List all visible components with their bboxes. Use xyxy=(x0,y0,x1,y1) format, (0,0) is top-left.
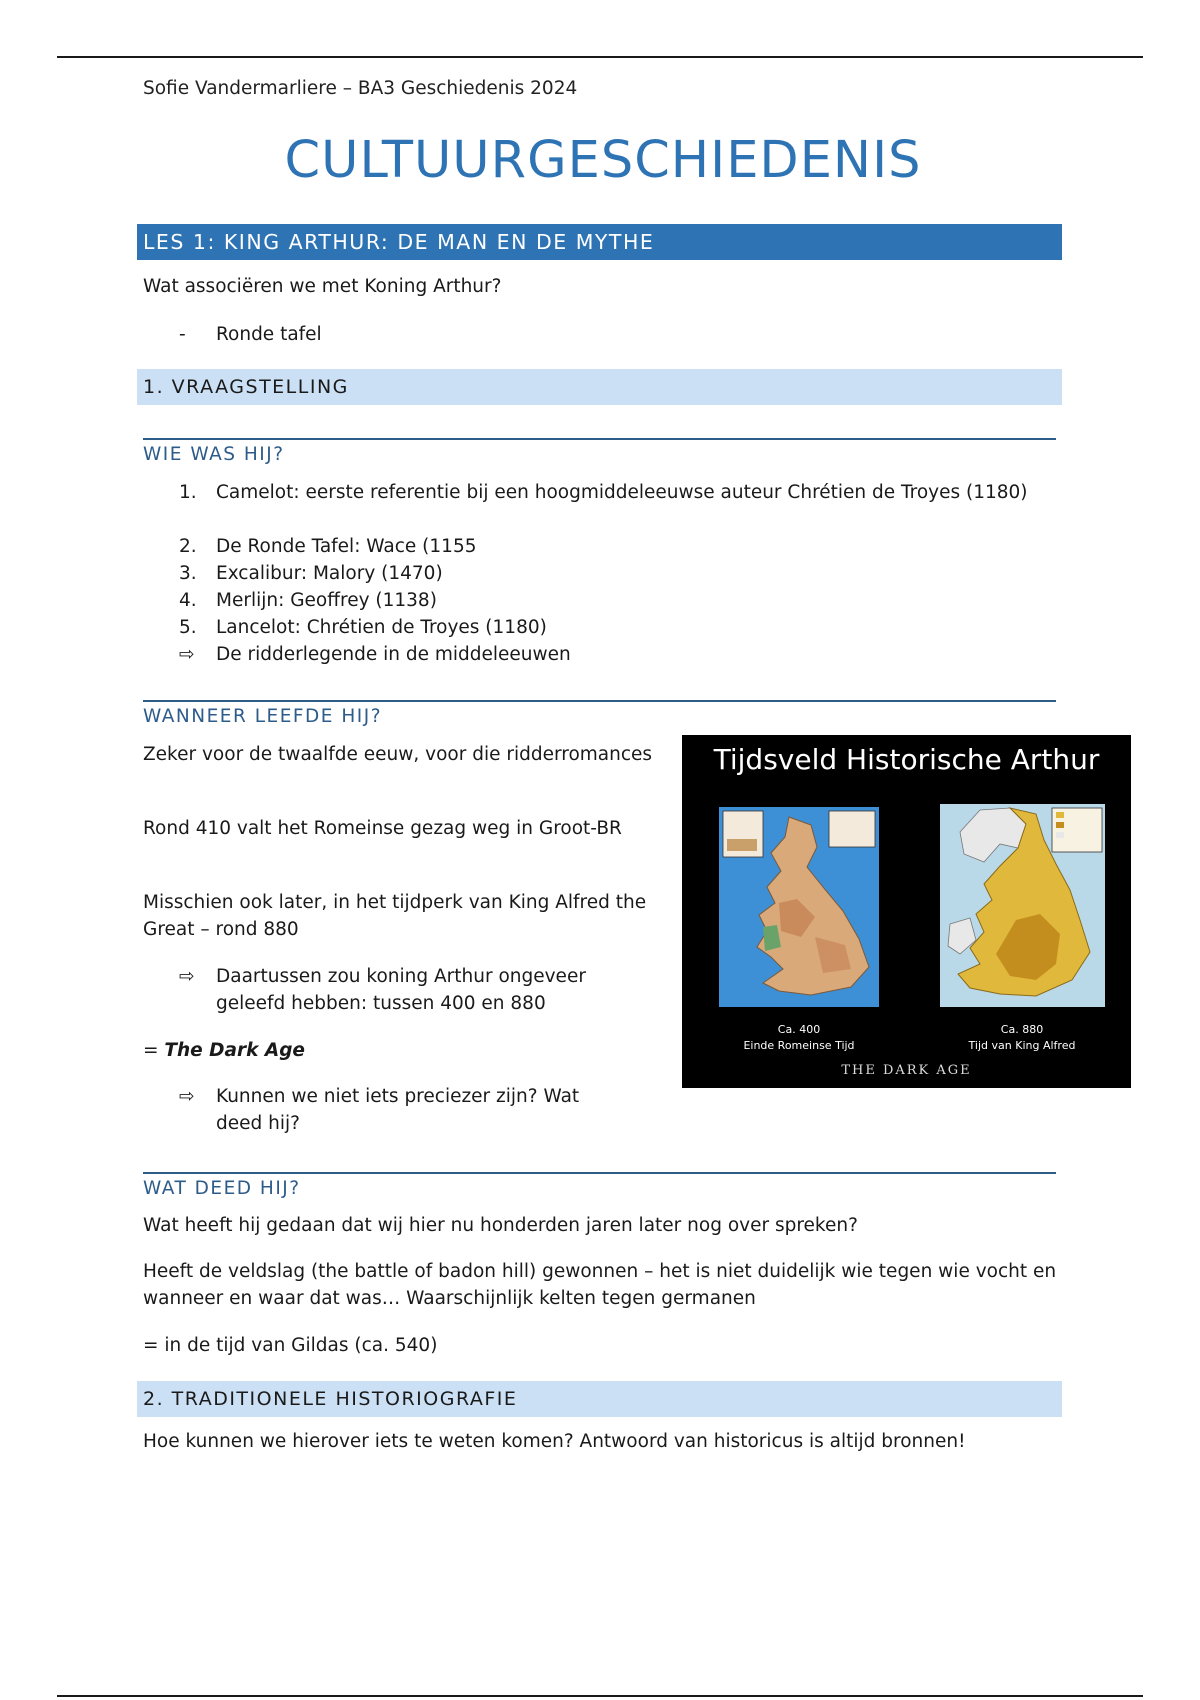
intro-paragraph: Wat associëren we met Koning Arthur? xyxy=(143,276,502,297)
subheading-wie-was-hij: WIE WAS HIJ? xyxy=(143,438,1056,465)
map-britain-400 xyxy=(719,807,879,1007)
paragraph: Wat heeft hij gedaan dat wij hier nu honderden jaren later nog over spreken? xyxy=(143,1215,858,1236)
list-text: Lancelot: Chrétien de Troyes (1180) xyxy=(216,617,547,638)
left-caption-label: Einde Romeinse Tijd xyxy=(743,1039,855,1052)
slide-footer: THE DARK AGE xyxy=(841,1063,972,1078)
lesson-heading: LES 1: KING ARTHUR: DE MAN EN DE MYTHE xyxy=(137,224,1062,260)
paragraph: Hoe kunnen we hierover iets te weten komen? Antwoord van historicus is altijd bronnen! xyxy=(143,1431,966,1452)
subheading-wat-deed-hij: WAT DEED HIJ? xyxy=(143,1172,1056,1199)
right-caption-date: Ca. 880 xyxy=(1000,1023,1044,1036)
list-marker: 5. xyxy=(179,617,197,638)
list-marker: 3. xyxy=(179,563,197,584)
document-title: CULTUURGESCHIEDENIS xyxy=(284,131,922,190)
list-text: Camelot: eerste referentie bij een hoogmiddeleeuwse auteur Chrétien de Troyes (1180) xyxy=(216,482,1028,503)
arrow-marker: ⇨ xyxy=(179,966,195,987)
bullet-text: Ronde tafel xyxy=(216,324,322,345)
slide-image-tijdsveld xyxy=(682,735,1131,1088)
paragraph: Zeker voor de twaalfde eeuw, voor die ridderromances xyxy=(143,744,653,765)
page-top-rule xyxy=(57,56,1143,58)
paragraph: Misschien ook later, in het tijdperk van King Alfred the Great – rond 880 xyxy=(143,892,647,940)
right-map-caption xyxy=(922,1022,1122,1054)
list-text: Merlijn: Geoffrey (1138) xyxy=(216,590,437,611)
section-heading-vraagstelling: 1. VRAAGSTELLING xyxy=(137,369,1062,405)
left-caption-date: Ca. 400 xyxy=(777,1023,821,1036)
list-marker: 2. xyxy=(179,536,197,557)
left-map-caption xyxy=(699,1022,899,1054)
section-heading-traditionele-historiografie: 2. TRADITIONELE HISTORIOGRAFIE xyxy=(137,1381,1062,1417)
list-item xyxy=(179,479,1047,506)
list-item xyxy=(179,533,476,560)
right-caption-label: Tijd van King Alfred xyxy=(968,1039,1076,1052)
list-text: De Ronde Tafel: Wace (1155 xyxy=(216,536,477,557)
paragraph: = in de tijd van Gildas (ca. 540) xyxy=(143,1335,438,1356)
paragraph: Rond 410 valt het Romeinse gezag weg in Groot-BR xyxy=(143,818,622,839)
list-marker: 1. xyxy=(179,482,197,503)
page-header xyxy=(143,78,1063,189)
page-bottom-rule xyxy=(57,1695,1143,1697)
equals-prefix: = xyxy=(143,1040,165,1061)
map-britain-880 xyxy=(940,804,1105,1007)
list-item xyxy=(179,587,437,614)
arrow-item xyxy=(179,1083,629,1137)
arrow-text: Kunnen we niet iets preciezer zijn? Wat deed hij? xyxy=(216,1086,580,1134)
list-item xyxy=(179,614,547,641)
dark-age-line xyxy=(143,1037,305,1064)
list-marker: 4. xyxy=(179,590,197,611)
list-text: De ridderlegende in de middeleeuwen xyxy=(216,644,571,665)
list-text: Excalibur: Malory (1470) xyxy=(216,563,443,584)
list-item xyxy=(179,641,571,668)
paragraph: Heeft de veldslag (the battle of badon hill) gewonnen – het is niet duidelijk wie tegen wie vocht en wanneer en waar dat was… Waarschijnlijk kelten tegen germanen xyxy=(143,1261,1057,1309)
dark-age-term: The Dark Age xyxy=(164,1040,305,1061)
bullet-marker: - xyxy=(179,324,186,345)
subheading-wanneer-leefde-hij: WANNEER LEEFDE HIJ? xyxy=(143,700,1056,727)
list-item xyxy=(179,560,443,587)
arrow-text: Daartussen zou koning Arthur ongeveer geleefd hebben: tussen 400 en 880 xyxy=(216,966,586,1014)
slide-title: Tijdsveld Historische Arthur xyxy=(713,743,1100,776)
intro-bullet xyxy=(179,321,322,348)
author-line: Sofie Vandermarliere – BA3 Geschiedenis 2024 xyxy=(143,78,578,99)
arrow-marker: ⇨ xyxy=(179,644,195,665)
arrow-marker: ⇨ xyxy=(179,1086,195,1107)
arrow-item xyxy=(179,963,629,1017)
